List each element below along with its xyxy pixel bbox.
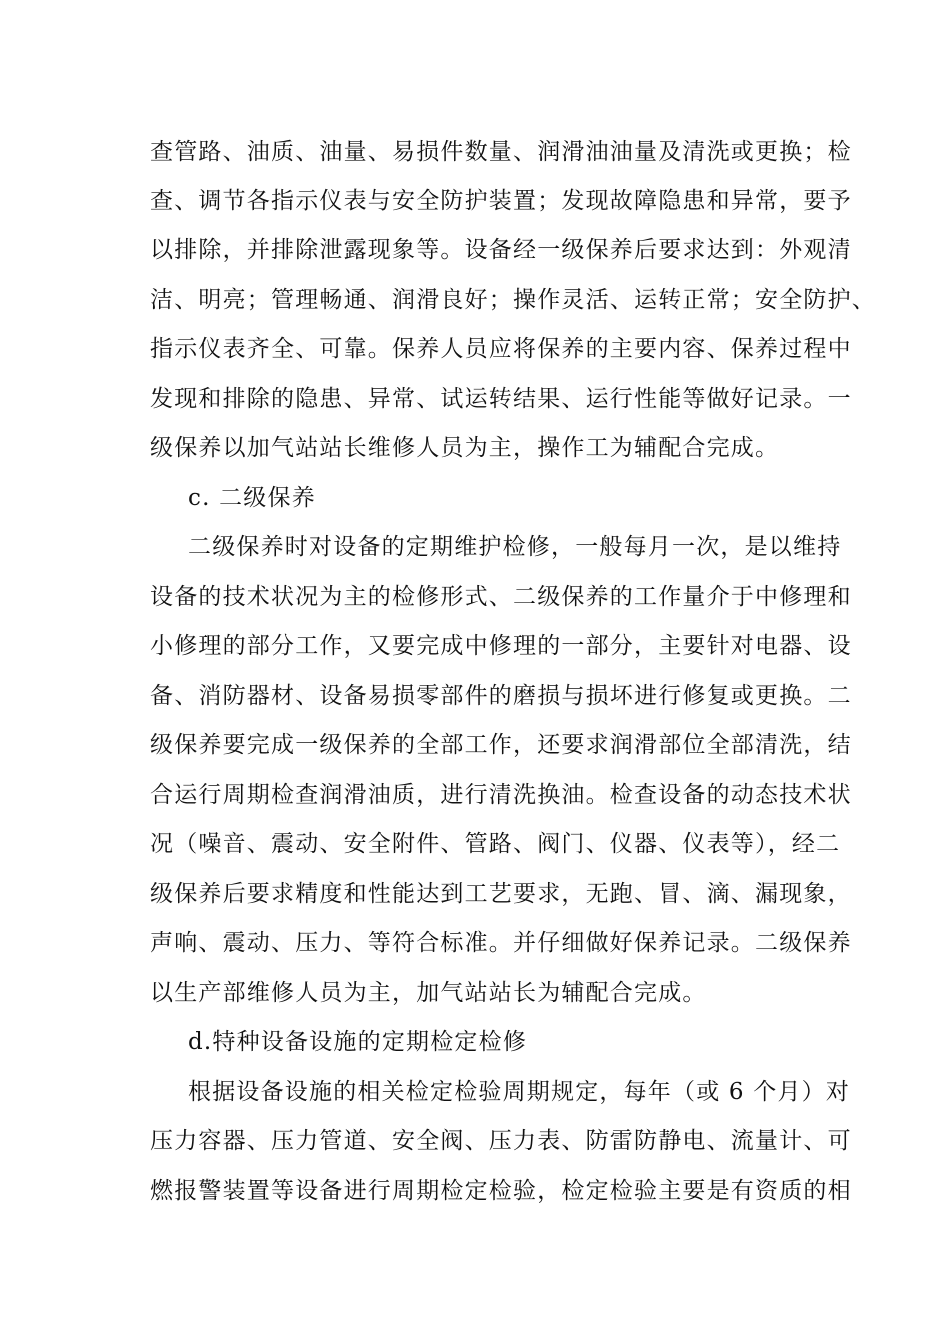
body-text-line: 况（噪音、震动、安全附件、管路、阀门、仪器、仪表等），经二	[150, 831, 841, 857]
body-text-line: 以生产部维修人员为主，加气站站长为辅配合完成。	[150, 980, 707, 1006]
body-text-line: 合运行周期检查润滑油质，进行清洗换油。检查设备的动态技术状	[150, 782, 852, 808]
body-text-line: 发现和排除的隐患、异常、试运转结果、运行性能等做好记录。一	[150, 386, 852, 412]
body-text-line: 备、消防器材、设备易损零部件的磨损与损坏进行修复或更换。二	[150, 683, 852, 709]
body-text-line: 设备的技术状况为主的检修形式、二级保养的工作量介于中修理和	[150, 584, 852, 610]
body-text-line: 小修理的部分工作，又要完成中修理的一部分，主要针对电器、设	[150, 633, 852, 659]
body-text-line: 声响、震动、压力、等符合标准。并仔细做好保养记录。二级保养	[150, 930, 852, 956]
body-text-line: 级保养以加气站站长维修人员为主，操作工为辅配合完成。	[150, 435, 780, 461]
section-heading-d: d.特种设备设施的定期检定检修	[188, 1029, 528, 1055]
body-text-line: 级保养后要求精度和性能达到工艺要求，无跑、冒、滴、漏现象，	[150, 881, 852, 907]
body-text-line: 级保养要完成一级保养的全部工作，还要求润滑部位全部清洗，结	[150, 732, 852, 758]
body-text-line: 指示仪表齐全、可靠。保养人员应将保养的主要内容、保养过程中	[150, 336, 852, 362]
body-text-line: 以排除，并排除泄露现象等。设备经一级保养后要求达到：外观清	[150, 237, 852, 263]
body-text-line: 查、调节各指示仪表与安全防护装置；发现故障隐患和异常，要予	[150, 188, 852, 214]
body-text-line: 压力容器、压力管道、安全阀、压力表、防雷防静电、流量计、可	[150, 1128, 852, 1154]
body-text-line: 燃报警装置等设备进行周期检定检验，检定检验主要是有资质的相	[150, 1178, 852, 1204]
paragraph-first-line: 根据设备设施的相关检定检验周期规定，每年（或 6 个月）对	[188, 1079, 851, 1105]
section-heading-c: c. 二级保养	[188, 485, 316, 511]
body-text-line: 洁、明亮；管理畅通、润滑良好；操作灵活、运转正常；安全防护、	[150, 287, 876, 313]
paragraph-first-line: 二级保养时对设备的定期维护检修，一般每月一次，是以维持	[188, 534, 842, 560]
body-text-line: 查管路、油质、油量、易损件数量、润滑油油量及清洗或更换；检	[150, 139, 852, 165]
